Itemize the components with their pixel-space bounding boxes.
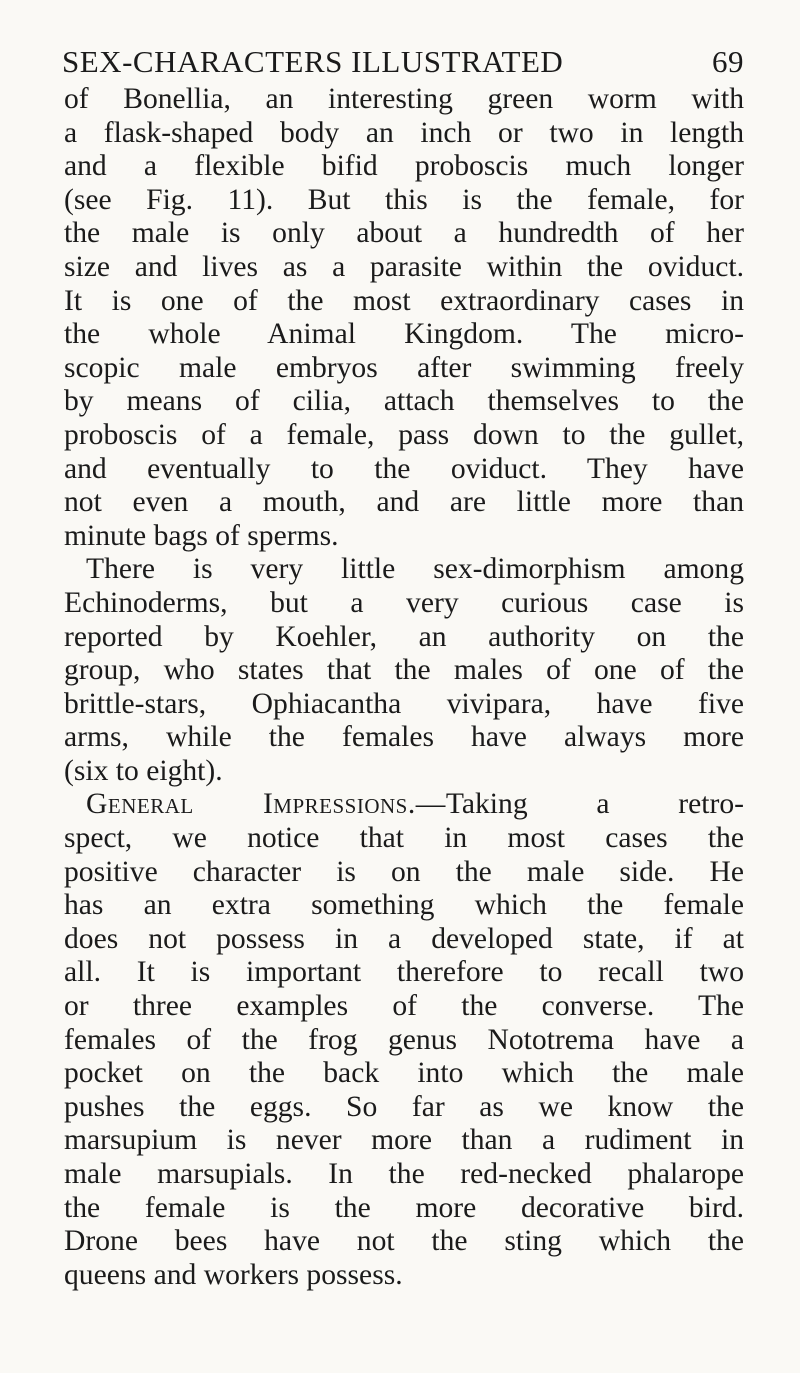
- text-line: of Bonellia, an interesting green worm with: [64, 83, 744, 115]
- text-line: the whole Animal Kingdom. The micro-: [64, 318, 744, 351]
- text-line: by means of cilia, attach themselves to the: [64, 385, 744, 418]
- text-line: Drone bees have not the sting which the: [64, 1225, 744, 1258]
- text-line: or three examples of the converse. The: [64, 990, 744, 1023]
- text-line: There is very little sex-dimorphism among: [86, 553, 744, 586]
- text-line: reported by Koehler, an authority on the: [64, 620, 744, 653]
- section-heading-line: [64, 788, 744, 822]
- text-line: marsupium is never more than a rudiment in: [64, 1124, 744, 1157]
- text-line: size and lives as a parasite within the oviduct.: [64, 250, 744, 283]
- text-line: and eventually to the oviduct. They have: [64, 452, 744, 485]
- text-line: proboscis of a female, pass down to the gullet,: [64, 418, 744, 451]
- page-number: 69: [712, 44, 744, 79]
- body-text: [64, 83, 744, 1292]
- text-line: queens and workers possess.: [64, 1258, 403, 1291]
- text-line: scopic male embryos after swimming freely: [64, 351, 744, 384]
- text-line-continuation: Taking a retro-: [445, 788, 744, 821]
- text-line: Echinoderms, but a very curious case is: [64, 586, 744, 619]
- text-line: females of the frog genus Nototrema have a: [64, 1023, 744, 1056]
- text-line: (six to eight).: [64, 754, 223, 787]
- section-heading: General Impressions.—: [86, 788, 446, 821]
- text-line: not even a mouth, and are little more than: [64, 486, 744, 519]
- text-line: pushes the eggs. So far as we know the: [64, 1090, 744, 1123]
- text-line: a flask-shaped body an inch or two in length: [64, 116, 744, 149]
- text-line: all. It is important therefore to recall two: [64, 956, 744, 989]
- text-line: positive character is on the male side. He: [64, 855, 744, 888]
- text-line: pocket on the back into which the male: [64, 1057, 744, 1090]
- running-title: SEX-CHARACTERS ILLUSTRATED: [62, 44, 564, 79]
- running-head: [62, 46, 744, 77]
- text-line: (see Fig. 11). But this is the female, for: [64, 183, 744, 216]
- text-line: It is one of the most extraordinary cases in: [64, 284, 744, 317]
- text-line: does not possess in a developed state, if at: [64, 922, 744, 955]
- text-line: arms, while the females have always more: [64, 721, 744, 754]
- text-line: minute bags of sperms.: [64, 519, 339, 552]
- text-line: group, who states that the males of one of the: [64, 654, 744, 687]
- book-page: [54, 46, 744, 1292]
- text-line: the male is only about a hundredth of her: [64, 217, 744, 250]
- text-line: male marsupials. In the red-necked phalarope: [64, 1158, 744, 1190]
- text-line: has an extra something which the female: [64, 889, 744, 922]
- text-line: the female is the more decorative bird.: [64, 1191, 744, 1224]
- text-line: brittle-stars, Ophiacantha vivipara, have five: [64, 687, 744, 720]
- text-line: and a flexible bifid proboscis much longer: [64, 150, 744, 183]
- text-line: spect, we notice that in most cases the: [64, 822, 744, 855]
